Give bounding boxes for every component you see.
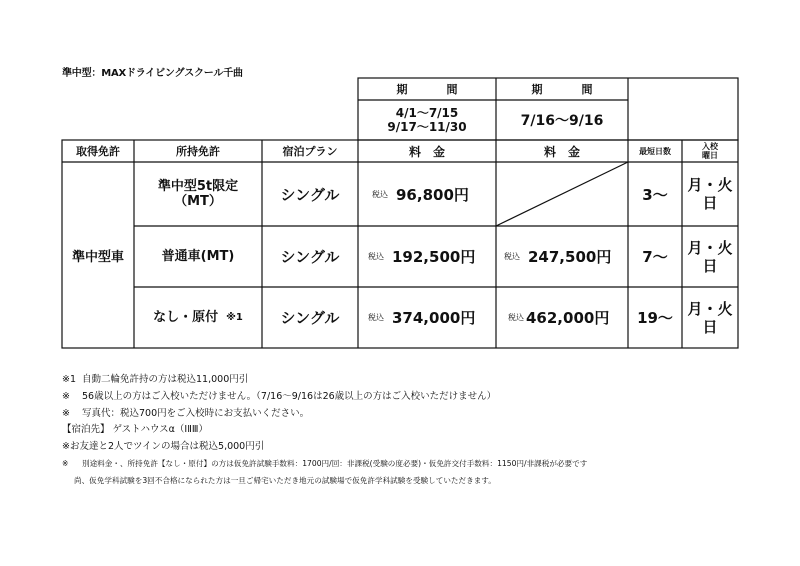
row-1-price-1-value: 96,800円	[396, 185, 469, 204]
row-1-tax-label: 税込	[372, 189, 388, 199]
row-3-entry-line2: 日	[702, 317, 718, 336]
row-2-entry	[682, 226, 738, 287]
table-row-2-license: 普通車(MT)	[161, 249, 235, 264]
row-2-price-1	[368, 226, 496, 287]
row-1-days: 3〜	[642, 185, 668, 204]
period-1-range-a: 4/1〜7/15	[395, 106, 459, 120]
row-3-tax-label-2: 税込	[508, 313, 524, 322]
row-1-price-1	[372, 162, 496, 226]
header-lodging-plan: 宿泊プラン	[282, 145, 338, 158]
note-3-mark: ※	[62, 407, 70, 419]
row-1-license-line1: 準中型5t限定	[157, 179, 239, 194]
row-2-price-2-value: 247,500円	[528, 248, 612, 266]
note-fees-text: 別途料金・、所持免許【なし・原付】の方は仮免許試験手数料：1700円/回：非課税(受験の度必要)・仮免許交付手数料：1150円/非課税が必要です	[82, 458, 588, 468]
category-cell: 準中型車	[71, 249, 124, 265]
header-license-to-obtain: 取得免許	[76, 145, 120, 158]
row-1-entry-line1: 月・火	[687, 176, 733, 194]
note-3	[62, 406, 762, 423]
note-twin	[62, 439, 762, 456]
document-title: 準中型：MAXドライビングスクール千曲	[62, 68, 243, 79]
period-1-dates	[358, 100, 496, 140]
row-3-tax-label-1: 税込	[368, 313, 384, 322]
row-2-price-1-value: 192,500円	[392, 248, 476, 266]
row-3-price-2	[508, 287, 628, 348]
note-2-text: 56歳以上の方はご入校いただけません。（7/16〜9/16は26歳以上の方はご入校いただけません）	[82, 390, 497, 402]
table-row-3-license	[134, 287, 262, 348]
note-2-mark: ※	[62, 390, 70, 402]
row-2-tax-label-1: 税込	[368, 252, 384, 261]
row-2-plan: シングル	[280, 248, 340, 266]
row-3-entry	[682, 287, 738, 348]
header-fee-2: 料 金	[543, 144, 580, 159]
row-3-price-1	[368, 287, 496, 348]
row-1-license-line2: （MT）	[174, 194, 222, 209]
note-1-mark: ※1	[62, 374, 77, 385]
period-header-1: 期 間	[396, 83, 472, 96]
header-min-days: 最短日数	[639, 146, 671, 156]
row-3-entry-line1: 月・火	[687, 299, 733, 318]
row-2-price-2	[504, 226, 628, 287]
row-3-price-1-value: 374,000円	[392, 309, 476, 327]
table-row-1-license	[134, 162, 262, 226]
notes-section	[62, 372, 762, 490]
note-1-text: 自動二輪免許持の方は税込11,000円引	[82, 374, 249, 385]
row-2-days: 7〜	[642, 248, 668, 266]
header-entry-day-line1: 入校	[702, 142, 718, 151]
note-3-text: 写真代：税込700円をご入校時にお支払いください。	[82, 407, 310, 419]
row-3-license-note: ※1	[226, 312, 243, 323]
note-1	[62, 372, 762, 389]
row-2-entry-line1: 月・火	[687, 238, 733, 257]
row-2-tax-label-2: 税込	[504, 252, 520, 261]
row-1-entry	[682, 162, 738, 226]
header-entry-day-line2: 曜日	[702, 151, 718, 160]
row-2-entry-line2: 日	[702, 256, 718, 275]
row-3-license-text: なし・原付	[153, 310, 219, 325]
row-1-entry-line2: 日	[702, 194, 718, 212]
header-license-held: 所持免許	[176, 145, 220, 158]
row-3-plan: シングル	[280, 309, 340, 327]
note-twin-text: ※お友達と2人でツインの場合は税込5,000円引	[62, 441, 265, 453]
note-2	[62, 389, 762, 406]
note-fees-mark: ※	[62, 458, 69, 468]
note-fees	[62, 456, 762, 473]
period-2-dates: 7/16〜9/16	[520, 113, 604, 129]
header-entry-day	[682, 140, 738, 162]
note-exam-text: 尚、仮免学科試験を3回不合格になられた方は一旦ご帰宅いただき地元の試験場で仮免許学科試験を受験していただきます。	[74, 475, 496, 485]
note-lodging-text: 【宿泊先】 ゲストハウスα（ⅠⅡⅢ）	[62, 424, 208, 436]
note-exam	[62, 473, 762, 490]
note-lodging	[62, 422, 762, 439]
period-header-2: 期 間	[531, 83, 607, 96]
header-fee-1: 料 金	[408, 144, 445, 159]
row-3-price-2-value: 462,000円	[526, 309, 610, 327]
row-3-days: 19〜	[637, 309, 673, 327]
period-1-range-b: 9/17〜11/30	[387, 120, 467, 134]
row-1-plan: シングル	[280, 185, 340, 204]
